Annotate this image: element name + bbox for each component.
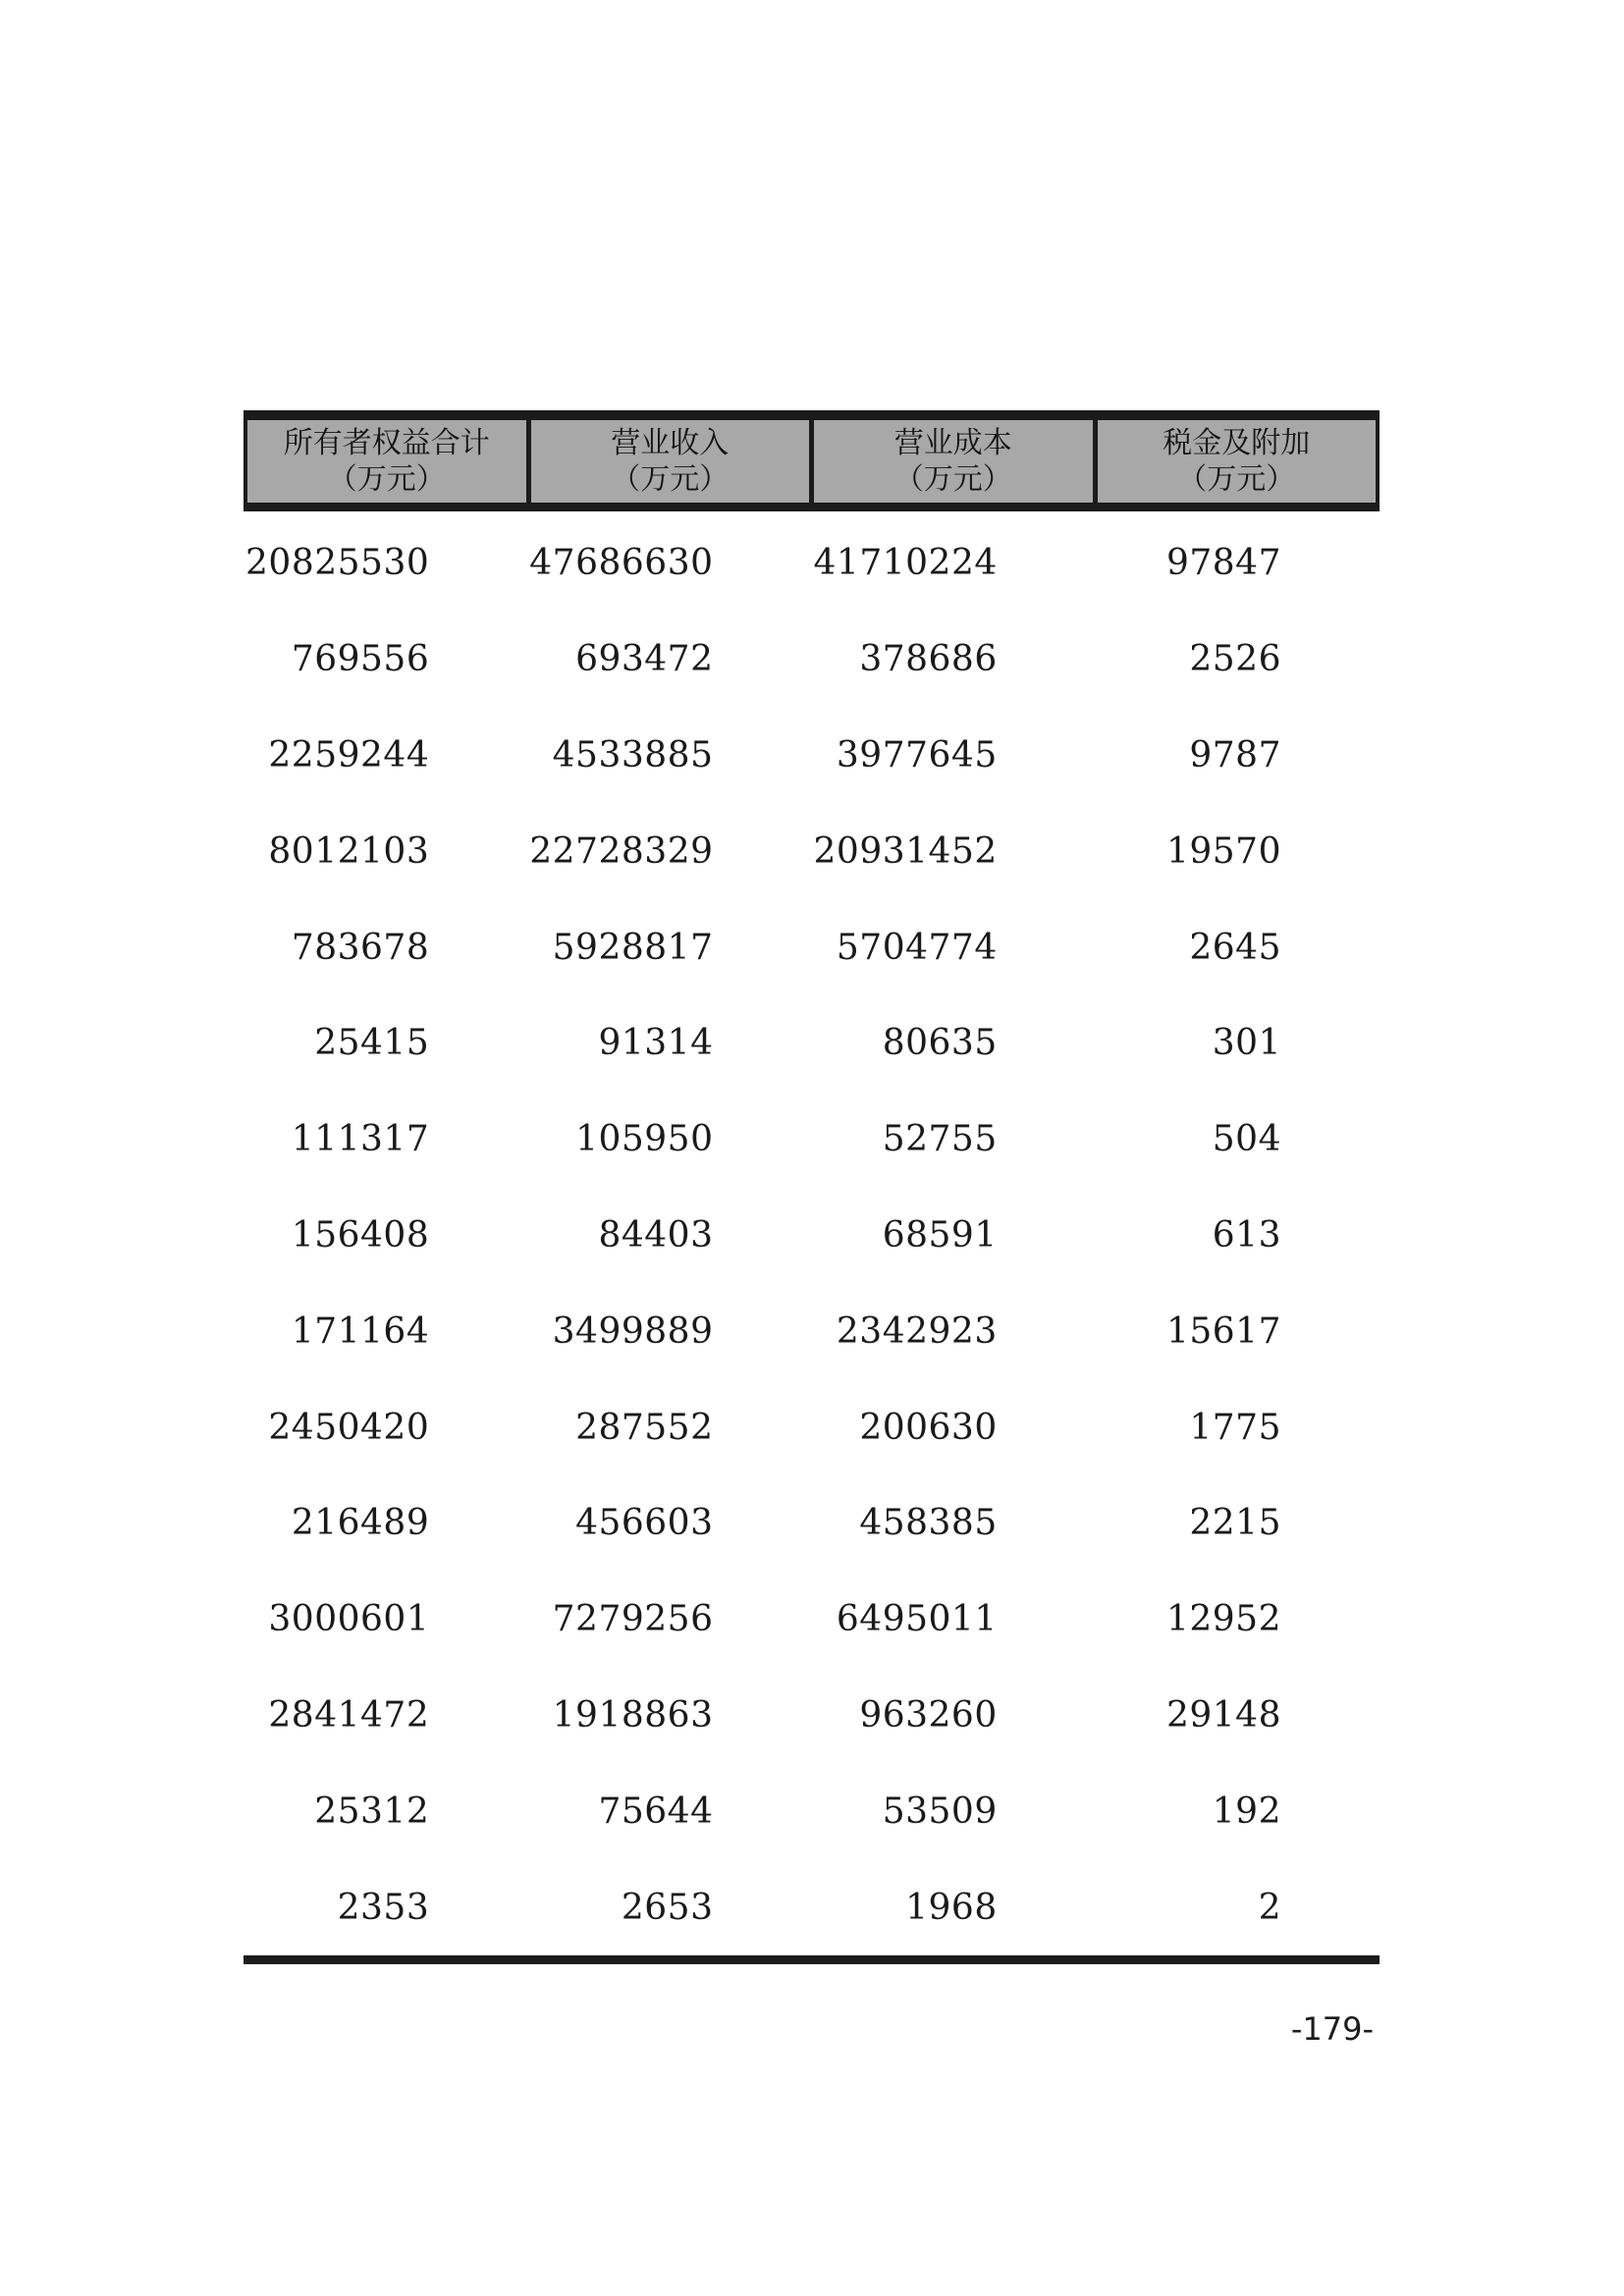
data-table	[244, 410, 1380, 1964]
table-cell: 5928817	[552, 927, 714, 968]
table-cell: 12952	[1165, 1599, 1281, 1640]
table-row	[244, 899, 1380, 995]
table-cell: 156408	[291, 1214, 430, 1255]
table-cell: 2353	[337, 1887, 430, 1928]
table-cell: 378686	[859, 639, 998, 680]
table-cell: 458385	[859, 1503, 998, 1544]
table-row	[244, 1092, 1380, 1188]
table-cell: 769556	[291, 639, 430, 680]
table-cell: 8012103	[268, 830, 430, 872]
table-cell: 1775	[1189, 1407, 1281, 1448]
table-cell: 20931452	[813, 830, 998, 872]
table-cell: 7279256	[552, 1599, 714, 1640]
table-cell: 111317	[291, 1119, 430, 1160]
table-row	[244, 803, 1380, 899]
table-cell: 301	[1212, 1023, 1281, 1064]
header-title: 所有者权益合计	[283, 425, 490, 460]
table-bottom-rule	[244, 1955, 1380, 1964]
table-cell: 1918863	[552, 1694, 714, 1735]
table-cell: 2645	[1189, 927, 1281, 968]
table-cell: 97847	[1165, 543, 1281, 584]
header-cell-owners-equity	[247, 420, 531, 503]
table-cell: 4533885	[552, 734, 714, 775]
table-cell: 2841472	[268, 1694, 430, 1735]
table-row	[244, 1475, 1380, 1572]
table-cell: 2653	[621, 1887, 714, 1928]
table-cell: 2342923	[836, 1310, 998, 1352]
table-cell: 613	[1212, 1214, 1281, 1255]
header-cell-operating-cost	[814, 420, 1098, 503]
table-cell: 9787	[1189, 734, 1281, 775]
table-cell: 456603	[575, 1503, 714, 1544]
table-cell: 84403	[598, 1214, 714, 1255]
table-cell: 68591	[882, 1214, 998, 1255]
table-cell: 171164	[291, 1310, 430, 1352]
table-row	[244, 612, 1380, 708]
header-unit: （万元）	[1177, 462, 1296, 497]
table-cell: 52755	[882, 1119, 998, 1160]
header-title: 营业收入	[611, 425, 730, 460]
header-unit: （万元）	[893, 462, 1012, 497]
table-row	[244, 708, 1380, 804]
table-cell: 47686630	[529, 543, 714, 584]
table-cell: 25415	[314, 1023, 430, 1064]
table-row	[244, 1668, 1380, 1764]
table-cell: 1968	[905, 1887, 998, 1928]
table-cell: 192	[1212, 1790, 1281, 1832]
header-title: 营业成本	[893, 425, 1012, 460]
table-row	[244, 515, 1380, 612]
table-cell: 5704774	[836, 927, 998, 968]
table-cell: 783678	[291, 927, 430, 968]
table-header-row	[244, 410, 1380, 511]
table-cell: 19570	[1165, 830, 1281, 872]
table-cell: 287552	[575, 1407, 714, 1448]
table-row	[244, 1188, 1380, 1284]
table-cell: 41710224	[813, 543, 998, 584]
table-row	[244, 1283, 1380, 1379]
table-cell: 22728329	[529, 830, 714, 872]
table-cell: 25312	[314, 1790, 430, 1832]
table-cell: 91314	[598, 1023, 714, 1064]
table-cell: 216489	[291, 1503, 430, 1544]
table-cell: 3977645	[836, 734, 998, 775]
table-cell: 3499889	[552, 1310, 714, 1352]
table-cell: 6495011	[836, 1599, 998, 1640]
header-title: 税金及附加	[1163, 425, 1311, 460]
table-cell: 2526	[1189, 639, 1281, 680]
table-cell: 29148	[1165, 1694, 1281, 1735]
table-cell: 2	[1258, 1887, 1281, 1928]
table-cell: 105950	[575, 1119, 714, 1160]
table-row	[244, 1379, 1380, 1475]
table-cell: 2215	[1189, 1503, 1281, 1544]
table-row	[244, 1859, 1380, 1955]
header-unit: （万元）	[611, 462, 730, 497]
table-cell: 20825530	[245, 543, 430, 584]
table-cell: 75644	[598, 1790, 714, 1832]
table-cell: 80635	[882, 1023, 998, 1064]
table-cell: 200630	[859, 1407, 998, 1448]
table-cell: 963260	[859, 1694, 998, 1735]
table-cell: 693472	[575, 639, 714, 680]
table-cell: 3000601	[268, 1599, 430, 1640]
table-body	[244, 511, 1380, 1955]
header-unit: （万元）	[327, 462, 446, 497]
page-number: -179-	[1290, 2010, 1374, 2048]
table-cell: 53509	[882, 1790, 998, 1832]
table-cell: 15617	[1165, 1310, 1281, 1352]
table-cell: 2450420	[268, 1407, 430, 1448]
header-cell-taxes-surcharges	[1098, 420, 1377, 503]
table-cell: 2259244	[268, 734, 430, 775]
table-row	[244, 1763, 1380, 1859]
header-cell-operating-revenue	[531, 420, 815, 503]
table-cell: 504	[1212, 1119, 1281, 1160]
table-row	[244, 1572, 1380, 1668]
table-row	[244, 995, 1380, 1092]
